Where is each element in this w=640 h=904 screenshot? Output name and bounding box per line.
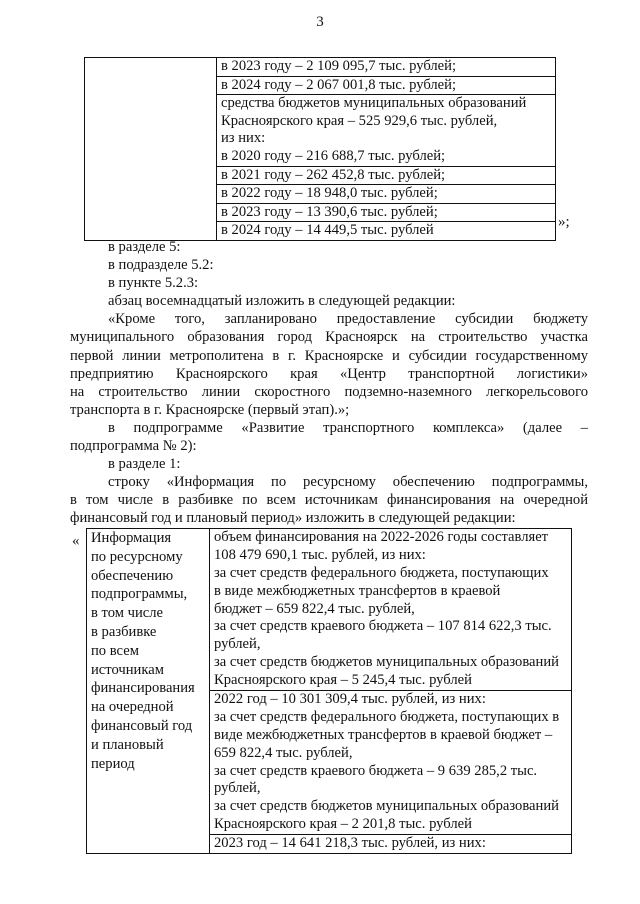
table2-right-line: 2023 год – 14 641 218,3 тыс. рублей, из них: — [214, 835, 486, 852]
page-number: 3 — [316, 14, 324, 30]
table1-line: в 2024 году – 14 449,5 тыс. рублей — [221, 222, 434, 239]
table2-right-line: Красноярского края – 2 201,8 тыс. рублей — [214, 816, 472, 833]
body-line: первой линии метрополитена в г. Красноярске и субсидии государственному — [70, 347, 588, 364]
body-line: в подпрограмме «Развитие транспортного комплекса» (далее – — [108, 419, 588, 436]
body-line: строку «Информация по ресурсному обеспечению подпрограммы, — [108, 474, 588, 491]
table2-left-line: период — [91, 755, 135, 772]
table1-line: из них: — [221, 130, 266, 147]
table2-left-line: финансовый год — [91, 717, 193, 734]
body-line: транспорта в г. Красноярске (первый этап).»; — [70, 401, 350, 418]
body-line: предприятию Красноярского края «Центр транспортной логистики» — [70, 365, 588, 382]
table2-left-cell — [87, 529, 210, 854]
table2-right-line: бюджет – 659 822,4 тыс. рублей, — [214, 600, 415, 617]
table2-segment-total — [210, 529, 572, 691]
table2-segment-2023 — [210, 835, 572, 854]
body-line: абзац восемнадцатый изложить в следующей редакции: — [108, 293, 456, 310]
table2-segment-2022 — [210, 691, 572, 835]
body-line: в разделе 5: — [108, 239, 181, 255]
table1-line: в 2020 году – 216 688,7 тыс. рублей; — [217, 148, 555, 167]
table2-left-line: подпрограммы, — [91, 586, 188, 603]
table2-left-line: в разбивке — [91, 623, 157, 640]
table1-empty-left-cell — [85, 58, 217, 241]
table2-right-line: за счет средств краевого бюджета – 107 814 622,3 тыс. — [214, 618, 552, 635]
body-line: на строительство линии скоростного подземно-наземного легкорельсового — [70, 383, 588, 400]
body-line: в разделе 1: — [108, 456, 181, 473]
table2-right-line: виде межбюджетных трансфертов в краевой бюджет – — [214, 726, 553, 743]
resource-provision-table — [86, 528, 572, 854]
table2-opening-quote: « — [72, 533, 80, 549]
body-line: в пункте 5.2.3: — [108, 275, 199, 292]
body-line: подпрограмма № 2): — [70, 438, 197, 455]
table1-right-cell — [217, 58, 556, 241]
body-line: финансовый год и плановый период» изложить в следующей редакции: — [70, 510, 516, 527]
body-line: в том числе в разбивке по всем источникам финансирования на очередной — [70, 492, 588, 509]
table1-line: в 2023 году – 2 109 095,7 тыс. рублей; — [217, 58, 555, 77]
table2-right-line: за счет средств федерального бюджета, поступающих — [214, 564, 549, 581]
table1-line: в 2023 году – 13 390,6 тыс. рублей; — [217, 204, 555, 223]
table2-left-line: в том числе — [91, 605, 164, 622]
table1-line: средства бюджетов муниципальных образований — [221, 95, 527, 112]
table2-right-line: за счет средств краевого бюджета – 9 639 285,2 тыс. — [214, 762, 538, 779]
table2-right-line: рублей, — [214, 636, 261, 653]
table2-left-line: по всем — [91, 642, 139, 659]
table2-left-line: финансирования — [91, 680, 195, 697]
table1-line: в 2024 году – 2 067 001,8 тыс. рублей; — [217, 77, 555, 96]
table1-line: Красноярского края – 525 929,6 тыс. рублей, — [221, 112, 498, 129]
table2-left-line: на очередной — [91, 699, 174, 716]
table2-left-line: Информация — [91, 530, 172, 546]
table2-left-line: и плановый — [91, 736, 164, 753]
table2-right-line: 659 822,4 тыс. рублей, — [214, 744, 353, 761]
body-text — [70, 238, 588, 528]
body-line: в подразделе 5.2: — [108, 257, 214, 274]
table1-closing-quote: »; — [558, 214, 570, 230]
table2-right-line: в виде межбюджетных трансфертов в краевой — [214, 582, 501, 599]
table1-line: в 2022 году – 18 948,0 тыс. рублей; — [217, 185, 555, 204]
table2-right-line: за счет средств бюджетов муниципальных образований — [214, 654, 559, 671]
table2-left-line: по ресурсному — [91, 548, 183, 565]
funding-table-continued — [84, 57, 556, 241]
body-line: «Кроме того, запланировано предоставление субсидии бюджету — [108, 311, 588, 328]
table2-right-line: объем финансирования на 2022-2026 годы составляет — [214, 529, 549, 545]
table2-left-line: обеспечению — [91, 567, 174, 584]
table2-right-line: рублей, — [214, 780, 261, 797]
table2-right-line: 108 479 690,1 тыс. рублей, из них: — [214, 546, 426, 563]
table2-right-line: за счет средств бюджетов муниципальных образований — [214, 798, 559, 815]
table2-right-line: за счет средств федерального бюджета, поступающих в — [214, 708, 560, 725]
body-line: муниципального образования город Красноярск на строительство участка — [70, 329, 588, 346]
table1-line: в 2021 году – 262 452,8 тыс. рублей; — [217, 167, 555, 186]
table2-right-line: 2022 год – 10 301 309,4 тыс. рублей, из них: — [214, 691, 486, 708]
table2-left-line: источникам — [91, 661, 164, 678]
table2-right-line: Красноярского края – 5 245,4 тыс. рублей — [214, 672, 472, 689]
